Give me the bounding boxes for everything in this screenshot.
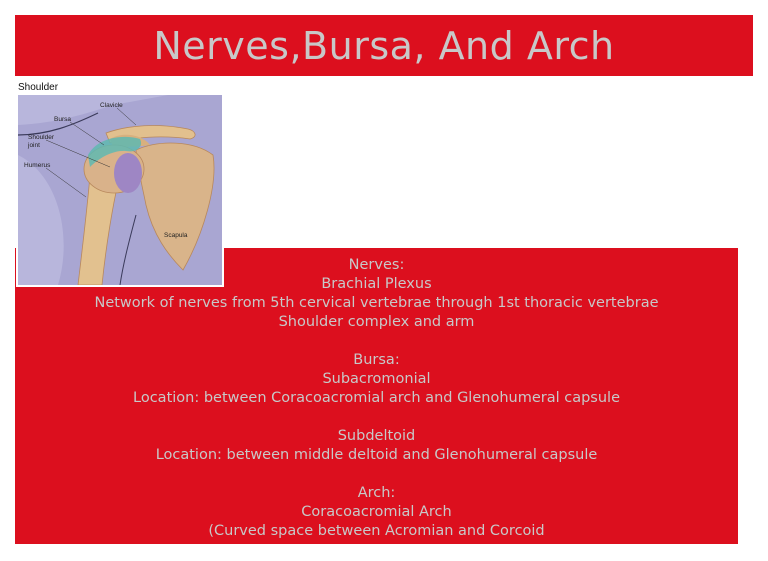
figure-caption: Shoulder <box>18 82 59 93</box>
shoulder-joint-label-line2: joint <box>28 142 40 149</box>
slide-title: Nerves,Bursa, And Arch <box>153 23 615 68</box>
bursa-label: Bursa <box>54 116 71 123</box>
shoulder-figure <box>16 81 224 287</box>
content-line: Location: between Coracoacromial arch and Glenohumeral capsule <box>133 390 620 406</box>
humerus-label: Humerus <box>24 162 51 169</box>
content-line: Bursa: <box>353 352 400 368</box>
title-bar <box>15 15 753 76</box>
clavicle-label: Clavicle <box>100 102 123 109</box>
shoulder-joint-label: Shoulder <box>28 134 55 141</box>
content-line <box>15 332 738 351</box>
content-line: (Curved space between Acromian and Corcoid <box>208 523 545 539</box>
content-line: Location: between middle deltoid and Glenohumeral capsule <box>155 447 598 463</box>
scapula-label: Scapula <box>164 232 188 239</box>
shoulder-joint-capsule <box>114 153 142 193</box>
content-line: Nerves: <box>348 257 405 273</box>
content-line: Subdeltoid <box>337 428 416 444</box>
content-text <box>15 256 738 541</box>
content-line <box>15 465 738 484</box>
content-line: Brachial Plexus <box>321 276 432 292</box>
content-line: Subacromonial <box>322 371 431 387</box>
content-line <box>15 408 738 427</box>
shoulder-illustration <box>18 95 222 285</box>
content-line: Network of nerves from 5th cervical vertebrae through 1st thoracic vertebrae <box>94 295 659 311</box>
content-box <box>15 248 738 544</box>
content-line: Shoulder complex and arm <box>278 314 475 330</box>
content-line: Coracoacromial Arch <box>301 504 452 520</box>
content-line: Arch: <box>357 485 396 501</box>
